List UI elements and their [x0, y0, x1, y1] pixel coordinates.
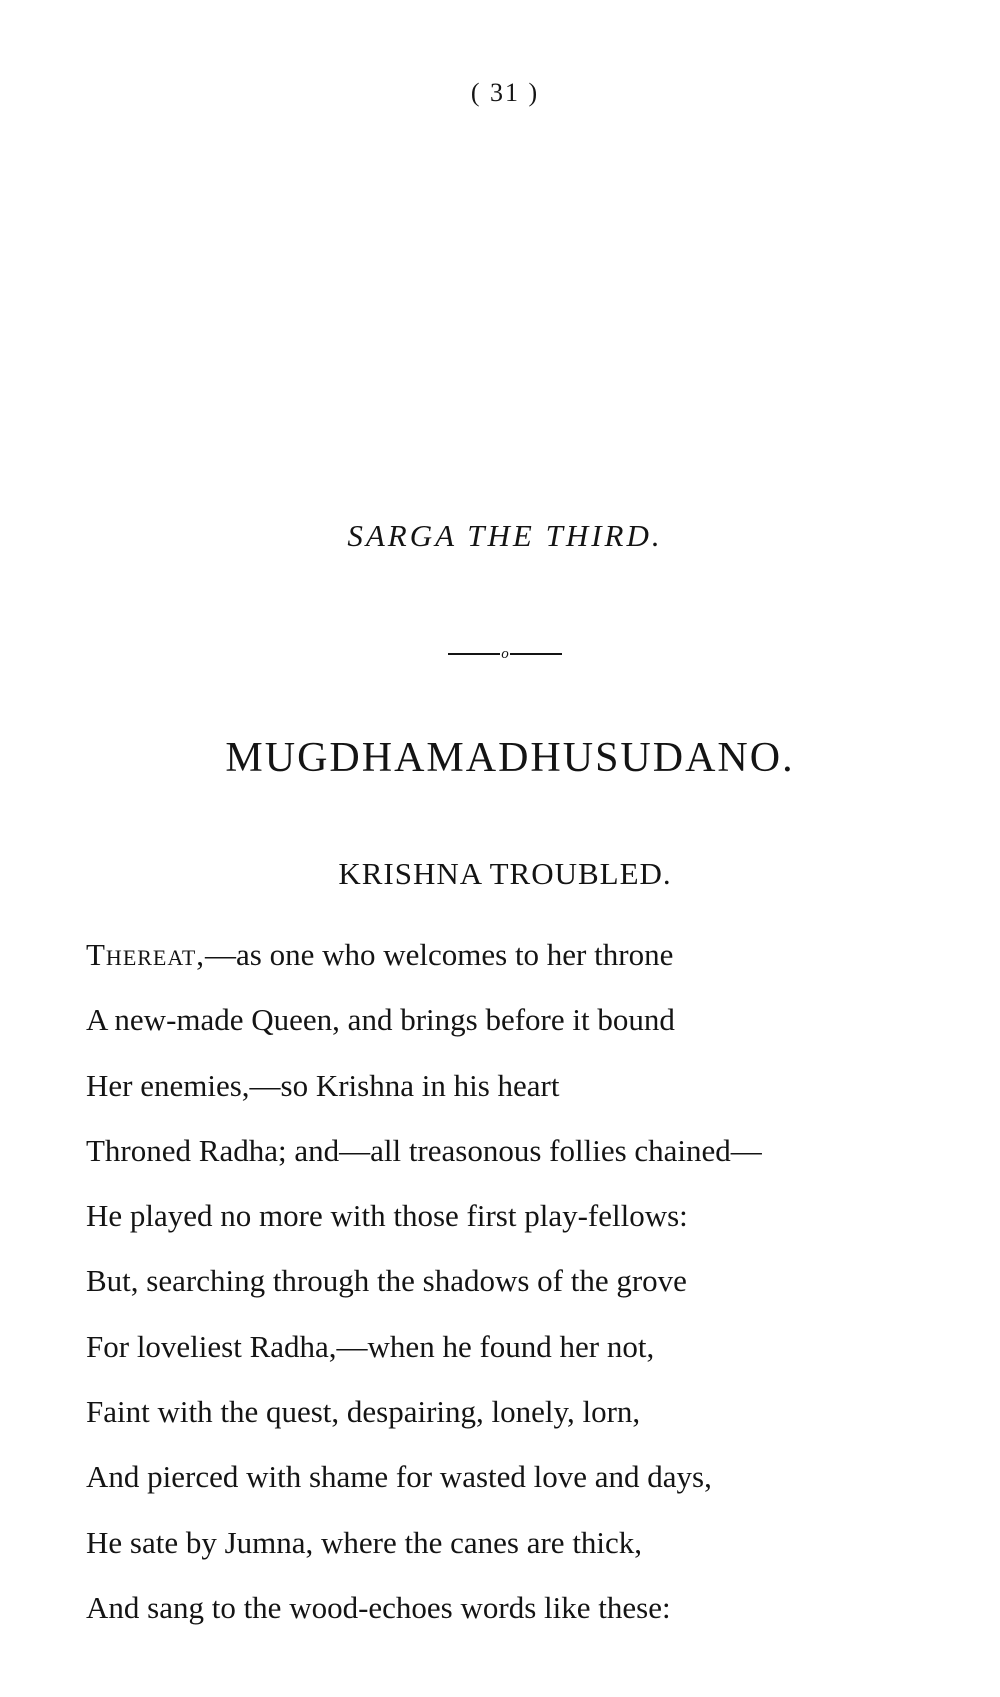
poem-first-line-rest: —as one who welcomes to her throne	[205, 937, 674, 972]
ornamental-divider	[448, 646, 562, 662]
poem-line: And pierced with shame for wasted love and days,	[86, 1459, 712, 1495]
poem-first-word: Thereat,	[86, 937, 206, 972]
poem-line	[86, 922, 986, 987]
poem-line: Faint with the quest, despairing, lonely, lorn,	[86, 1394, 641, 1430]
divider-rule-right	[510, 653, 562, 655]
sarga-heading: SARGA THE THIRD.	[347, 518, 663, 553]
page-number: ( 31 )	[470, 78, 540, 107]
chapter-title: MUGDHAMADHUSUDANO.	[225, 735, 795, 781]
divider-mark: o	[501, 646, 509, 662]
section-subtitle: KRISHNA TROUBLED.	[338, 856, 672, 891]
poem-text	[86, 922, 986, 1640]
poem-line: Throned Radha; and—all treasonous follies chained—	[86, 1132, 762, 1168]
poem-line: Her enemies,—so Krishna in his heart	[86, 1067, 560, 1103]
poem-line: He played no more with those first play-fellows:	[86, 1198, 688, 1234]
poem-line: For loveliest Radha,—when he found her not,	[86, 1328, 655, 1364]
poem-line: But, searching through the shadows of the grove	[86, 1263, 687, 1299]
poem-line: He sate by Jumna, where the canes are thick,	[86, 1524, 643, 1560]
poem-line: A new-made Queen, and brings before it bound	[86, 1002, 675, 1038]
poem-line: And sang to the wood-echoes words like these:	[86, 1589, 671, 1625]
divider-rule-left	[448, 653, 500, 655]
